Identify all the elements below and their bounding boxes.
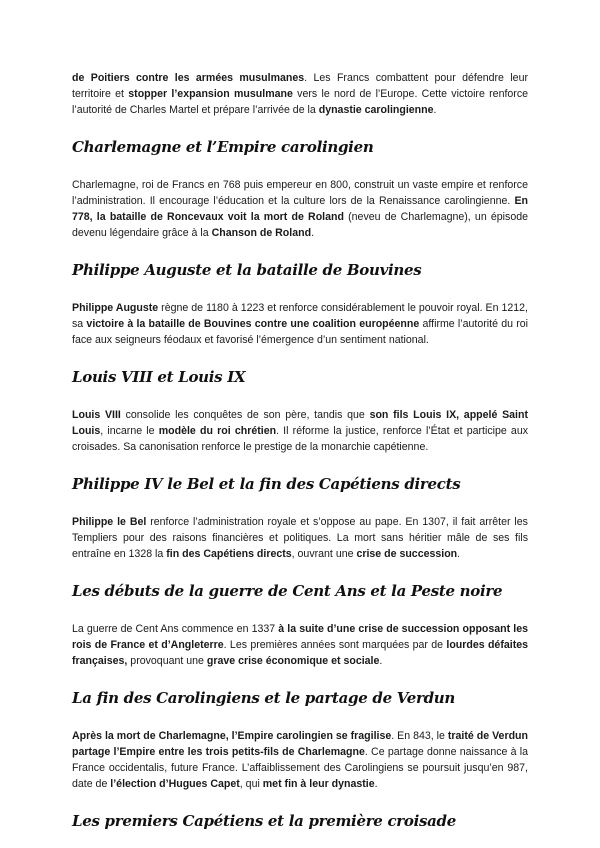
- document-page: [72, 70, 528, 831]
- text-run: vers le nord de l’Europe. Cette victoire renforce l’autorité de Charles Martel et prépare l’arrivée de la: [72, 88, 529, 116]
- text-run: .: [374, 778, 378, 790]
- text-run: traité de Verdun partage l’Empire entre les trois petits-fils de Charlemagne: [72, 730, 528, 758]
- paragraph-cent-ans: [72, 621, 528, 669]
- text-run: lourdes défaites françaises,: [72, 639, 529, 667]
- text-run: grave crise économique et sociale: [206, 655, 380, 667]
- paragraph-philippe-auguste: [72, 300, 528, 348]
- text-run: . Ce partage donne naissance à la France occidentalis, future France. L’affaiblissement des Carolingiens se poursuit jusqu’en 987, date de: [72, 746, 529, 790]
- text-run: de Poitiers contre les armées musulmanes: [72, 72, 305, 84]
- text-run: consolide les conquêtes de son père, tandis que: [120, 409, 370, 421]
- text-run: Charlemagne, roi de Francs en 768 puis empereur en 800, construit un vaste empire et renforce l’administration. Il encourage l’éducation et la culture lors de la Renaissance carolingienne.: [72, 179, 528, 207]
- text-run: son fils Louis IX, appelé Saint Louis: [72, 409, 528, 437]
- text-run: .: [433, 104, 437, 116]
- text-run: . Les Francs combattent pour défendre leur territoire et: [72, 72, 528, 100]
- text-run: .: [379, 655, 383, 667]
- text-run: (neveu de Charlemagne), un épisode devenu légendaire grâce à la: [72, 211, 528, 239]
- text-run: modèle du roi chrétien: [158, 425, 277, 437]
- text-run: stopper l’expansion musulmane: [128, 88, 293, 100]
- section-title-philippe-auguste: Philippe Auguste et la bataille de Bouvines: [72, 261, 422, 279]
- text-run: dynastie carolingienne: [318, 104, 434, 116]
- text-run: affirme l’autorité du roi face aux seigneurs féodaux et favorisé l’émergence d’un sentiment national.: [72, 318, 528, 346]
- text-run: . Il réforme la justice, renforce l’État et participe aux croisades. Sa canonisation renforce le prestige de la monarchie capétienne.: [72, 425, 529, 453]
- text-run: crise de succession: [356, 548, 458, 560]
- text-run: . En 843, le: [391, 730, 448, 742]
- text-run: , qui: [239, 778, 263, 790]
- text-run: Louis VIII: [72, 409, 121, 421]
- paragraph-louis: [72, 407, 528, 455]
- text-run: La guerre de Cent Ans commence en 1337: [72, 623, 279, 635]
- text-run: .: [457, 548, 461, 560]
- paragraph-verdun: [72, 728, 528, 792]
- section-title-philippe-le-bel: Philippe IV le Bel et la fin des Capétiens directs: [72, 475, 461, 493]
- intro-paragraph: [72, 70, 528, 118]
- paragraph-philippe-le-bel: [72, 514, 528, 562]
- text-run: règne de 1180 à 1223 et renforce considérablement le pouvoir royal. En 1212, sa: [72, 302, 528, 330]
- text-run: . Les premières années sont marquées par de: [223, 639, 447, 651]
- section-title-cent-ans: Les débuts de la guerre de Cent Ans et la Peste noire: [72, 582, 503, 600]
- section-title-charlemagne: Charlemagne et l’Empire carolingien: [72, 138, 374, 156]
- section-title-louis: Louis VIII et Louis IX: [72, 368, 246, 386]
- text-run: , incarne le: [100, 425, 159, 437]
- text-run: Philippe le Bel: [72, 516, 147, 528]
- text-run: , ouvrant une: [291, 548, 357, 560]
- paragraph-charlemagne: [72, 177, 528, 241]
- text-run: met fin à leur dynastie: [262, 778, 375, 790]
- section-title-premiers-capetiens: Les premiers Capétiens et la première croisade: [72, 812, 456, 830]
- text-run: renforce l’administration royale et s’oppose au pape. En 1307, il fait arrêter les Templiers pour des raisons financières et politiques. La mort sans héritier mâle de ses fils entraîne en 1328 la: [72, 516, 528, 560]
- text-run: En 778, la bataille de Roncevaux voit la mort de Roland: [72, 195, 528, 223]
- text-run: Chanson de Roland: [211, 227, 312, 239]
- text-run: provoquant une: [127, 655, 207, 667]
- text-run: l’élection d’Hugues Capet: [110, 778, 240, 790]
- text-run: .: [311, 227, 315, 239]
- text-run: Philippe Auguste: [72, 302, 159, 314]
- text-run: à la suite d’une crise de succession opposant les rois de France et d’Angleterre: [72, 623, 528, 651]
- text-run: victoire à la bataille de Bouvines contre une coalition européenne: [86, 318, 420, 330]
- text-run: fin des Capétiens directs: [166, 548, 292, 560]
- section-title-verdun: La fin des Carolingiens et le partage de Verdun: [72, 689, 455, 707]
- text-run: Après la mort de Charlemagne, l’Empire carolingien se fragilise: [72, 730, 392, 742]
